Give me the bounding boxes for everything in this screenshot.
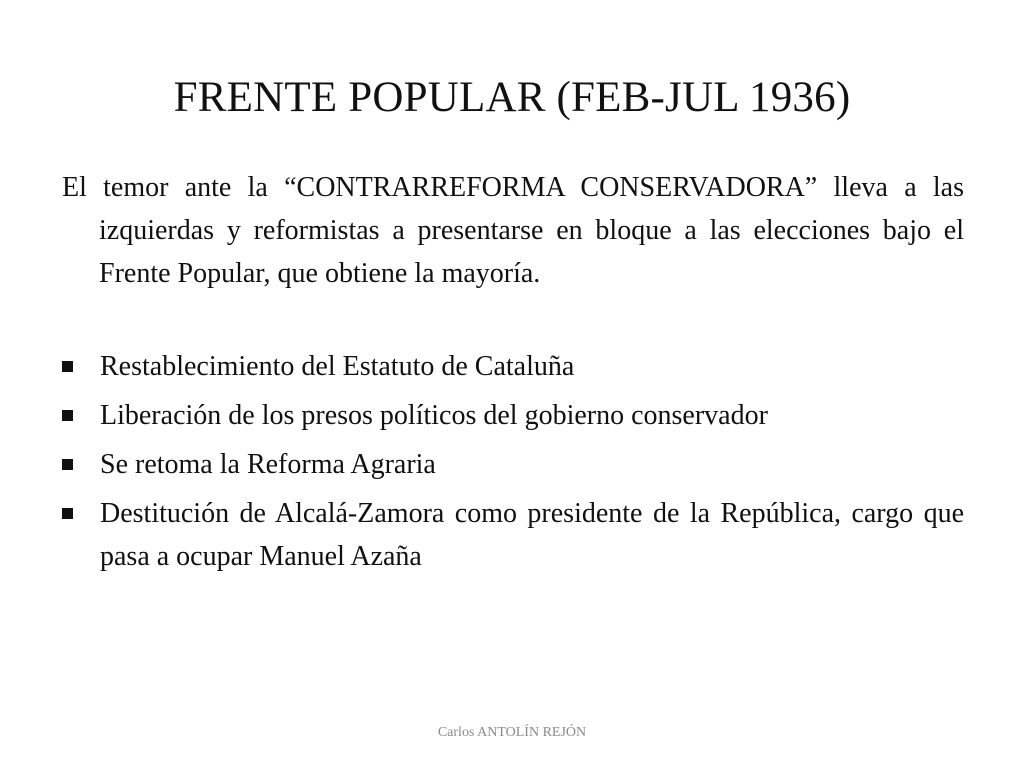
bullet-text: Se retoma la Reforma Agraria — [100, 449, 436, 480]
square-bullet-icon — [62, 508, 73, 519]
bullet-text: Liberación de los presos políticos del gobierno conservador — [100, 400, 768, 431]
bullet-text: Restablecimiento del Estatuto de Cataluña — [100, 351, 575, 382]
bullet-item-presos — [62, 394, 964, 437]
bullet-item-reforma-agraria — [62, 443, 964, 486]
square-bullet-icon — [62, 361, 73, 372]
bullet-text: Destitución de Alcalá-Zamora como presidente de la República, cargo que pasa a ocupar Manuel Azaña — [100, 498, 964, 572]
intro-paragraph: El temor ante la “CONTRARREFORMA CONSERVADORA” lleva a las izquierdas y reformistas a presentarse en bloque a las elecciones bajo el Frente Popular, que obtiene la mayoría. — [62, 172, 964, 289]
bullet-item-destitucion — [62, 492, 964, 578]
square-bullet-icon — [62, 410, 73, 421]
footer-author: Carlos ANTOLÍN REJÓN — [437, 725, 587, 740]
square-bullet-icon — [62, 459, 73, 470]
bullet-item-estatuto — [62, 345, 964, 388]
bullet-list — [62, 345, 964, 584]
slide-title: FRENTE POPULAR (FEB-JUL 1936) — [173, 74, 851, 121]
